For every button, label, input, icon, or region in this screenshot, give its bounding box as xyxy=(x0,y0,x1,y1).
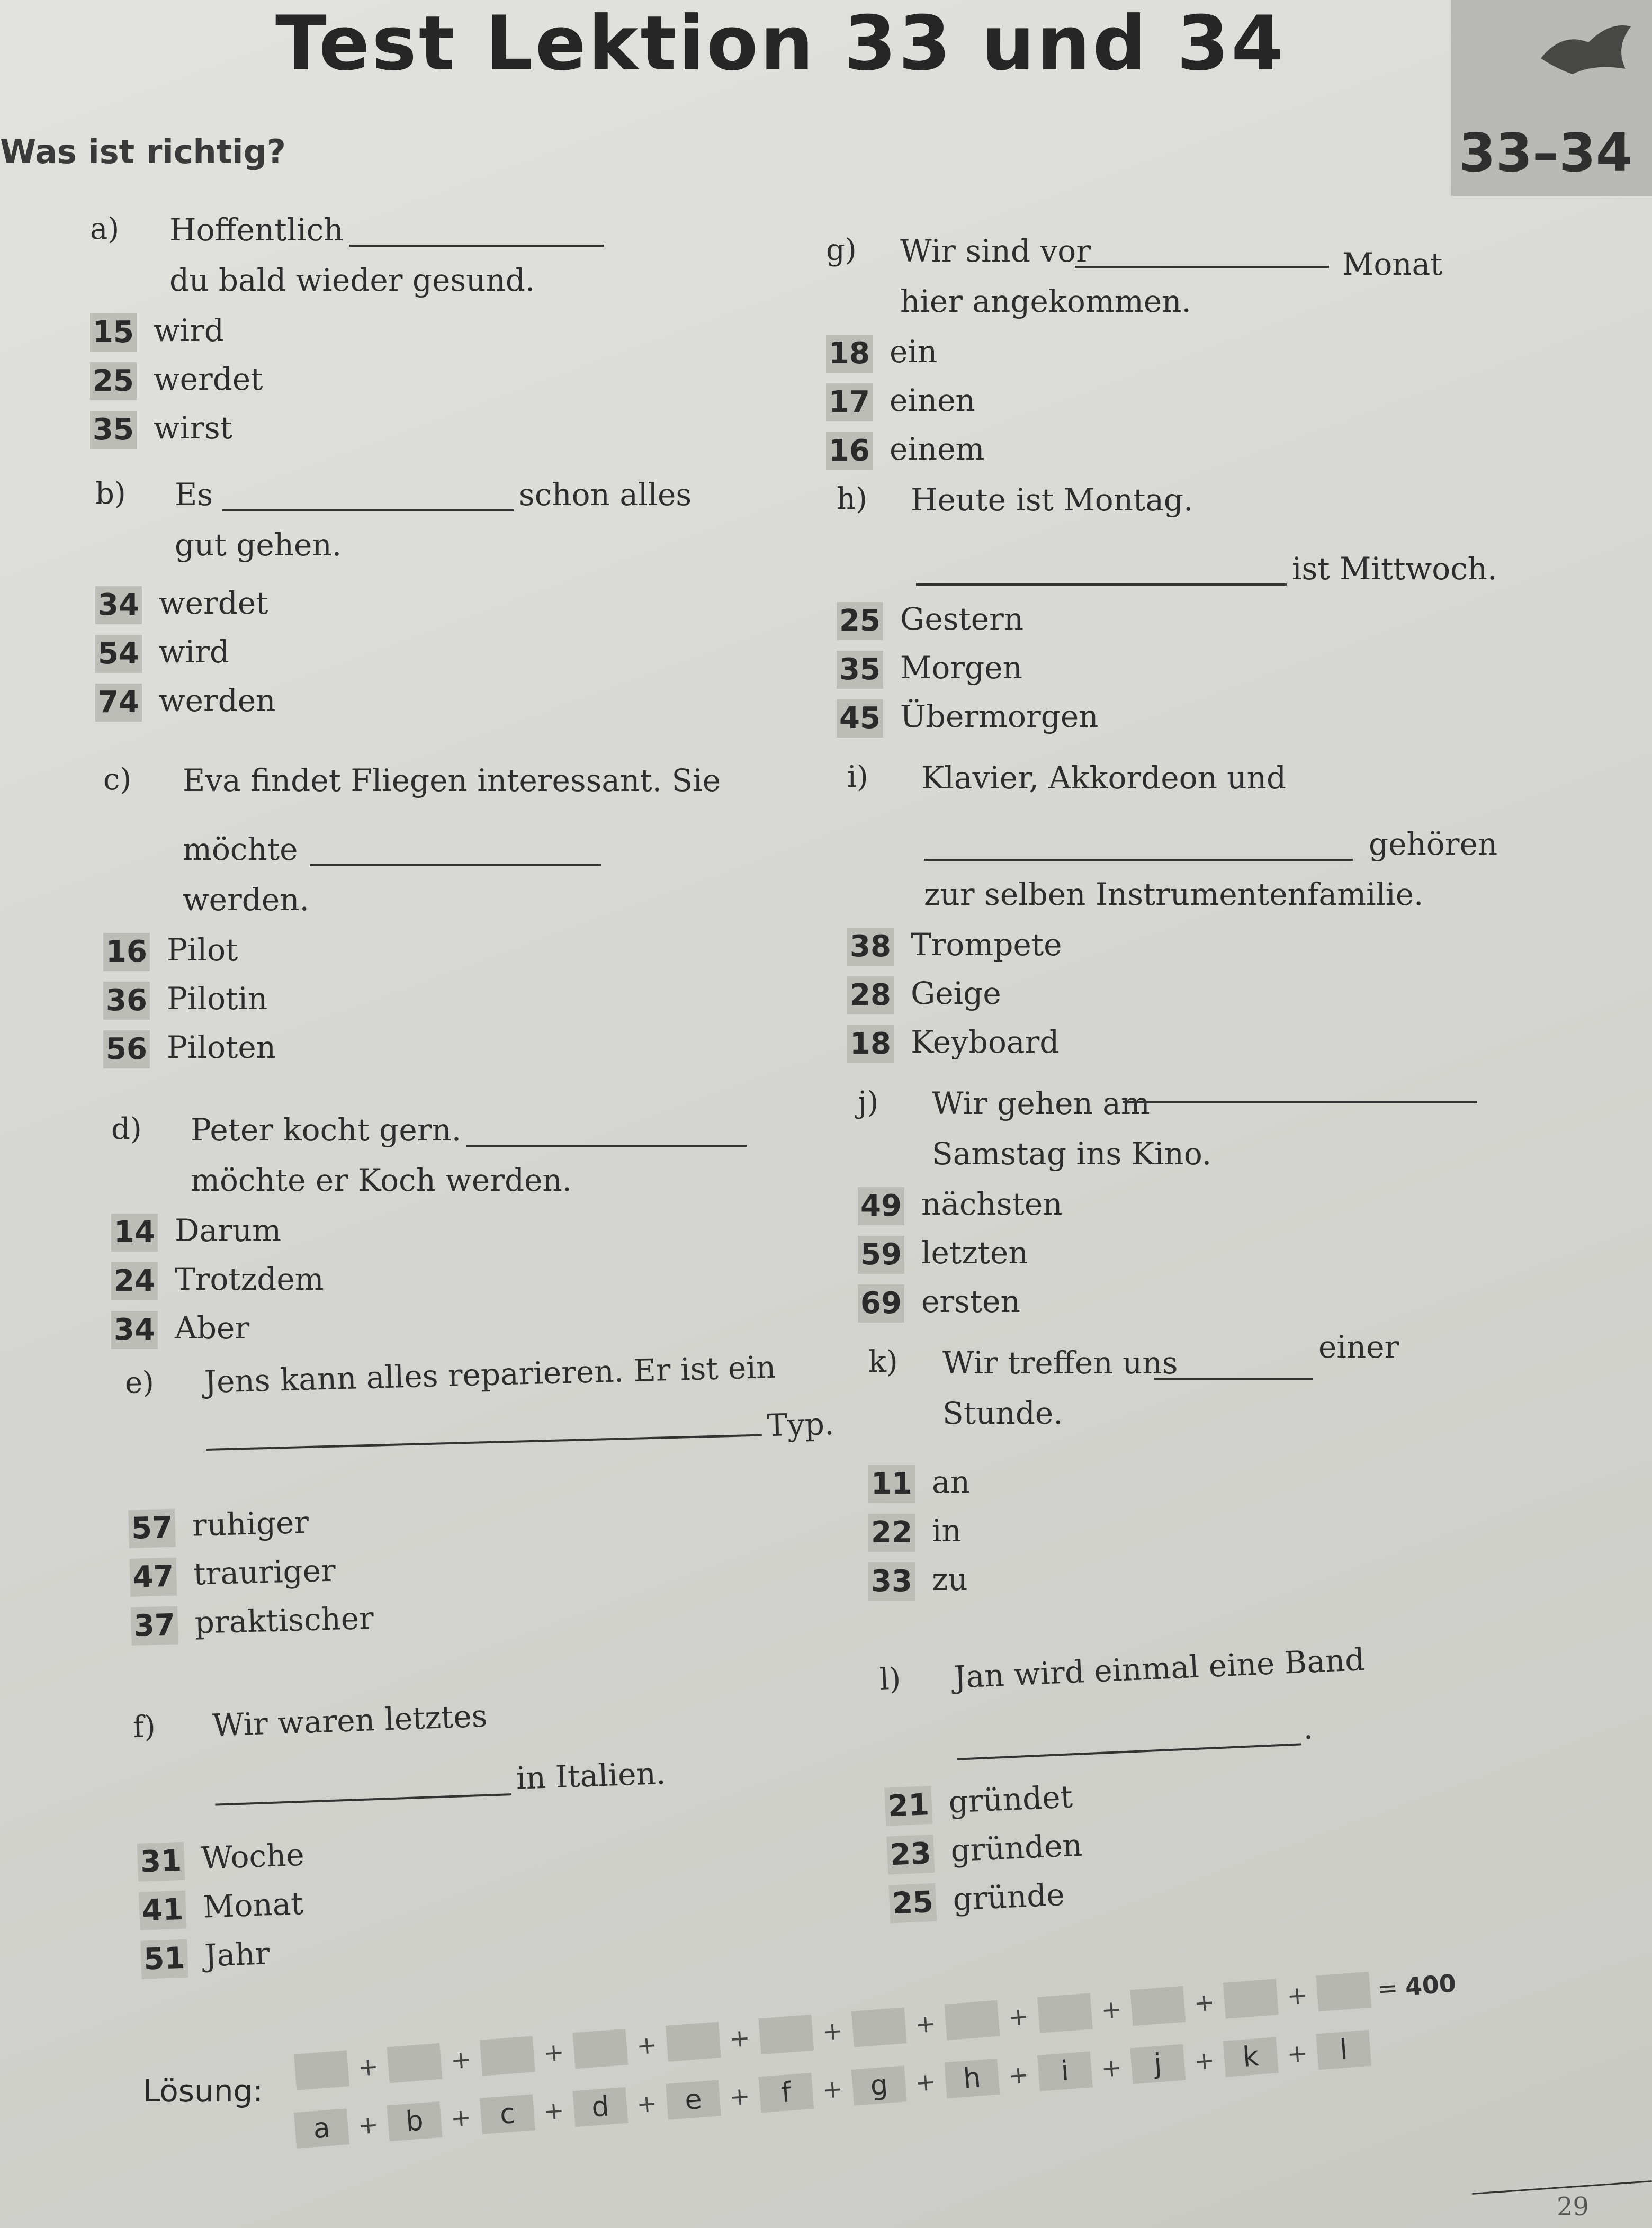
plus-sign: + xyxy=(728,2081,751,2112)
question-text: Wir waren letztes xyxy=(211,1697,488,1744)
solution-letter-j: j xyxy=(1130,2044,1186,2084)
question-text: hier angekommen. xyxy=(900,283,1191,319)
question-letter: h) xyxy=(837,482,867,516)
answer-option[interactable] xyxy=(826,431,1541,480)
question-letter: a) xyxy=(90,212,120,246)
plus-sign: + xyxy=(1286,2038,1309,2069)
answer-option[interactable] xyxy=(847,927,1562,975)
question-text: Monat xyxy=(1342,246,1443,282)
answer-option[interactable] xyxy=(103,1029,818,1078)
question-letter: k) xyxy=(868,1345,898,1379)
option-word: Piloten xyxy=(167,1029,276,1065)
question-text: gehören xyxy=(1369,826,1498,862)
option-word: zu xyxy=(932,1561,968,1597)
solution-letter-a: a xyxy=(294,2108,349,2148)
question-letter: b) xyxy=(95,477,126,511)
plus-sign: + xyxy=(1007,2060,1030,2090)
option-word: werden xyxy=(159,682,276,718)
option-number: 47 xyxy=(130,1558,177,1597)
solution-box[interactable] xyxy=(294,2050,349,2090)
plus-sign: + xyxy=(356,2109,380,2140)
option-number: 41 xyxy=(139,1891,186,1930)
solution-box[interactable] xyxy=(851,2007,907,2047)
option-number: 34 xyxy=(95,586,142,624)
option-number: 56 xyxy=(103,1030,150,1068)
option-number: 25 xyxy=(90,362,137,400)
option-number: 18 xyxy=(826,335,873,373)
plus-sign: + xyxy=(914,2008,937,2039)
question-g xyxy=(826,233,1541,480)
option-number: 21 xyxy=(884,1786,932,1826)
answer-option[interactable] xyxy=(111,1212,826,1261)
answer-option[interactable] xyxy=(868,1513,1583,1561)
option-number: 17 xyxy=(826,383,873,421)
question-text: Peter kocht gern. xyxy=(191,1112,462,1148)
option-word: Gestern xyxy=(900,601,1024,637)
question-a xyxy=(90,212,805,459)
option-number: 23 xyxy=(886,1835,935,1875)
question-d xyxy=(111,1112,826,1359)
option-word: einen xyxy=(890,382,975,418)
answer-option[interactable] xyxy=(826,334,1541,382)
instruction-text: Was ist richtig? xyxy=(0,132,286,171)
option-word: in xyxy=(932,1513,962,1549)
option-number: 25 xyxy=(888,1883,937,1924)
question-letter: g) xyxy=(826,233,857,267)
solution-letter-h: h xyxy=(944,2059,1000,2098)
answer-option[interactable] xyxy=(837,601,1551,650)
solution-box[interactable] xyxy=(387,2043,442,2083)
option-number: 57 xyxy=(128,1509,176,1548)
answer-blank[interactable] xyxy=(349,245,604,247)
option-word: nächsten xyxy=(921,1186,1063,1222)
answer-blank[interactable] xyxy=(924,859,1353,861)
option-word: gründen xyxy=(950,1827,1083,1869)
question-letter: e) xyxy=(124,1365,155,1400)
question-k xyxy=(868,1329,1583,1610)
option-number: 16 xyxy=(826,432,873,470)
question-letter: l) xyxy=(879,1661,902,1697)
option-number: 54 xyxy=(95,635,142,673)
answer-option[interactable] xyxy=(90,410,805,459)
option-word: werdet xyxy=(154,361,263,397)
answer-option[interactable] xyxy=(90,361,805,410)
option-word: Geige xyxy=(911,975,1001,1011)
option-number: 25 xyxy=(837,602,883,640)
section-badge: 33–34 xyxy=(1459,122,1633,184)
option-word: praktischer xyxy=(194,1600,374,1641)
solution-letter-d: d xyxy=(572,2087,628,2127)
option-number: 74 xyxy=(95,684,142,722)
plus-sign: + xyxy=(450,2103,472,2133)
answer-option[interactable] xyxy=(95,585,810,634)
answer-blank[interactable] xyxy=(222,509,514,511)
solution-letter-f: f xyxy=(758,2073,814,2113)
question-text: Jan wird einmal eine Band xyxy=(953,1641,1366,1695)
answer-blank[interactable] xyxy=(1123,1101,1477,1103)
answer-option[interactable] xyxy=(837,650,1551,698)
option-number: 22 xyxy=(868,1514,915,1552)
option-number: 24 xyxy=(111,1262,158,1300)
solution-total: 400 xyxy=(1404,1969,1457,2001)
option-number: 31 xyxy=(137,1842,185,1882)
solution-box[interactable] xyxy=(1037,1993,1093,2033)
question-text: Wir gehen am xyxy=(932,1085,1150,1121)
question-text: möchte xyxy=(183,831,298,867)
solution-letter-k: k xyxy=(1223,2037,1279,2077)
question-letter: j) xyxy=(858,1085,879,1120)
question-letter: d) xyxy=(111,1112,142,1146)
option-number: 51 xyxy=(140,1939,188,1979)
question-l xyxy=(879,1631,1605,1933)
option-number: 45 xyxy=(837,699,883,738)
option-word: gründe xyxy=(952,1876,1065,1918)
option-word: wird xyxy=(154,312,225,348)
option-number: 15 xyxy=(90,313,137,352)
option-number: 69 xyxy=(858,1284,904,1323)
question-text: Es xyxy=(175,477,213,513)
plus-sign: + xyxy=(1193,2045,1216,2076)
option-word: ein xyxy=(890,334,938,370)
option-number: 16 xyxy=(103,933,150,971)
option-number: 14 xyxy=(111,1214,158,1252)
question-text: schon alles xyxy=(519,477,692,513)
question-text: Samstag ins Kino. xyxy=(932,1136,1212,1172)
option-word: wirst xyxy=(154,410,232,446)
option-word: letzten xyxy=(921,1235,1028,1271)
question-letter: c) xyxy=(103,762,132,797)
option-word: trauriger xyxy=(193,1552,336,1592)
question-text: in Italien. xyxy=(515,1755,667,1796)
option-number: 36 xyxy=(103,982,150,1020)
plus-sign: + xyxy=(728,2023,751,2053)
answer-blank[interactable] xyxy=(1154,1378,1313,1380)
answer-option[interactable] xyxy=(868,1464,1583,1513)
question-j xyxy=(858,1085,1573,1332)
option-number: 18 xyxy=(847,1025,894,1063)
option-word: Morgen xyxy=(900,650,1022,686)
plus-sign: + xyxy=(356,2051,380,2082)
answer-option[interactable] xyxy=(858,1235,1573,1283)
answer-blank[interactable] xyxy=(957,1743,1301,1760)
option-word: Woche xyxy=(200,1836,305,1876)
answer-option[interactable] xyxy=(103,981,818,1029)
solution-label: Lösung: xyxy=(143,2073,263,2109)
plus-sign: + xyxy=(914,2067,937,2097)
question-text: du bald wieder gesund. xyxy=(169,262,535,298)
option-number: 37 xyxy=(131,1606,178,1646)
solution-box[interactable] xyxy=(1130,1986,1186,2026)
option-word: einem xyxy=(890,431,985,467)
option-word: ruhiger xyxy=(192,1504,309,1543)
plus-sign: + xyxy=(1286,1980,1309,2010)
solution-box[interactable] xyxy=(1223,1979,1279,2018)
option-word: ersten xyxy=(921,1283,1020,1319)
answer-option[interactable] xyxy=(858,1283,1573,1332)
option-word: Trompete xyxy=(911,927,1062,963)
plus-sign: + xyxy=(635,2088,658,2119)
option-word: Jahr xyxy=(204,1935,271,1974)
question-text: ist Mittwoch. xyxy=(1292,551,1497,587)
question-text: Klavier, Akkordeon und xyxy=(921,760,1287,796)
answer-option[interactable] xyxy=(858,1186,1573,1235)
equals-sign: = xyxy=(1376,1973,1399,2004)
answer-option[interactable] xyxy=(95,682,810,731)
plus-sign: + xyxy=(821,2016,844,2046)
solution-letter-l: l xyxy=(1316,2030,1371,2070)
solution-letter-c: c xyxy=(480,2094,535,2134)
question-letter: i) xyxy=(847,760,868,794)
solution-letter-b: b xyxy=(387,2101,442,2141)
answer-blank[interactable] xyxy=(466,1145,747,1147)
question-f xyxy=(132,1685,857,1989)
answer-option[interactable] xyxy=(103,932,818,981)
plus-sign: + xyxy=(542,2037,565,2068)
answer-option[interactable] xyxy=(847,1024,1562,1073)
solution-box[interactable] xyxy=(480,2036,535,2076)
question-text: Wir sind vor xyxy=(900,233,1091,269)
plus-sign: + xyxy=(1007,2001,1030,2032)
solution-box[interactable] xyxy=(1316,1972,1371,2011)
option-word: Übermorgen xyxy=(900,698,1099,734)
option-number: 28 xyxy=(847,976,894,1014)
solution-box[interactable] xyxy=(944,2000,1000,2040)
answer-blank[interactable] xyxy=(916,583,1287,586)
plus-sign: + xyxy=(450,2044,472,2075)
question-text: Eva findet Fliegen interessant. Sie xyxy=(183,762,721,798)
plus-sign: + xyxy=(1193,1987,1216,2018)
option-number: 11 xyxy=(868,1465,915,1503)
answer-option[interactable] xyxy=(837,698,1551,747)
option-word: wird xyxy=(159,634,230,670)
question-h xyxy=(837,482,1551,747)
question-text: Wir treffen uns xyxy=(942,1345,1178,1381)
plus-sign: + xyxy=(635,2030,658,2061)
option-word: Trotzdem xyxy=(175,1261,324,1297)
question-c xyxy=(103,762,818,1078)
solution-letter-g: g xyxy=(851,2065,907,2105)
answer-blank[interactable] xyxy=(1075,266,1329,268)
question-text: möchte er Koch werden. xyxy=(191,1162,572,1198)
question-text: gut gehen. xyxy=(175,527,342,563)
option-word: Darum xyxy=(175,1212,282,1248)
option-number: 34 xyxy=(111,1311,158,1349)
plus-sign: + xyxy=(1100,2052,1123,2083)
plus-sign: + xyxy=(542,2095,565,2126)
question-letter: f) xyxy=(132,1709,156,1745)
option-word: werdet xyxy=(159,585,268,621)
solution-box[interactable] xyxy=(666,2022,721,2061)
question-text: zur selben Instrumentenfamilie. xyxy=(924,876,1424,912)
option-number: 59 xyxy=(858,1236,904,1274)
answer-blank[interactable] xyxy=(206,1434,762,1451)
equals-total xyxy=(1376,1969,1457,2003)
option-word: Pilotin xyxy=(167,981,268,1017)
bird-illustration-icon xyxy=(1530,11,1636,85)
solution-box[interactable] xyxy=(572,2029,628,2069)
plus-sign: + xyxy=(821,2074,844,2105)
option-number: 35 xyxy=(90,411,137,449)
answer-option[interactable] xyxy=(111,1261,826,1310)
answer-option[interactable] xyxy=(868,1561,1583,1610)
question-text: . xyxy=(1302,1710,1314,1747)
answer-blank[interactable] xyxy=(310,864,601,866)
option-word: Keyboard xyxy=(911,1024,1060,1060)
question-text: Heute ist Montag. xyxy=(911,482,1193,518)
option-word: Pilot xyxy=(167,932,238,968)
plus-sign: + xyxy=(1100,1994,1123,2025)
option-word: Aber xyxy=(175,1310,250,1346)
option-word: an xyxy=(932,1464,970,1500)
answer-option[interactable] xyxy=(847,975,1562,1024)
page-title: Test Lektion 33 und 34 xyxy=(275,0,1286,87)
page-number: 29 xyxy=(1557,2192,1590,2222)
solution-box[interactable] xyxy=(758,2015,814,2054)
answer-option[interactable] xyxy=(95,634,810,682)
question-b xyxy=(95,477,810,731)
question-text: werden. xyxy=(183,882,309,918)
question-e xyxy=(124,1347,847,1655)
answer-option[interactable] xyxy=(826,382,1541,431)
option-number: 49 xyxy=(858,1187,904,1225)
option-word: Monat xyxy=(202,1885,304,1925)
question-text: einer xyxy=(1318,1329,1399,1365)
answer-blank[interactable] xyxy=(215,1793,511,1806)
option-number: 33 xyxy=(868,1562,915,1601)
question-text: Typ. xyxy=(766,1405,835,1444)
solution-letter-e: e xyxy=(666,2080,721,2119)
option-number: 38 xyxy=(847,928,894,966)
question-text: Hoffentlich xyxy=(169,212,344,248)
option-word: gründet xyxy=(948,1778,1074,1820)
question-i xyxy=(847,760,1562,1073)
question-text: Jens kann alles reparieren. Er ist ein xyxy=(203,1349,776,1400)
question-text: Stunde. xyxy=(942,1395,1063,1431)
option-number: 35 xyxy=(837,651,883,689)
solution-letter-i: i xyxy=(1037,2051,1093,2091)
answer-option[interactable] xyxy=(90,312,805,361)
